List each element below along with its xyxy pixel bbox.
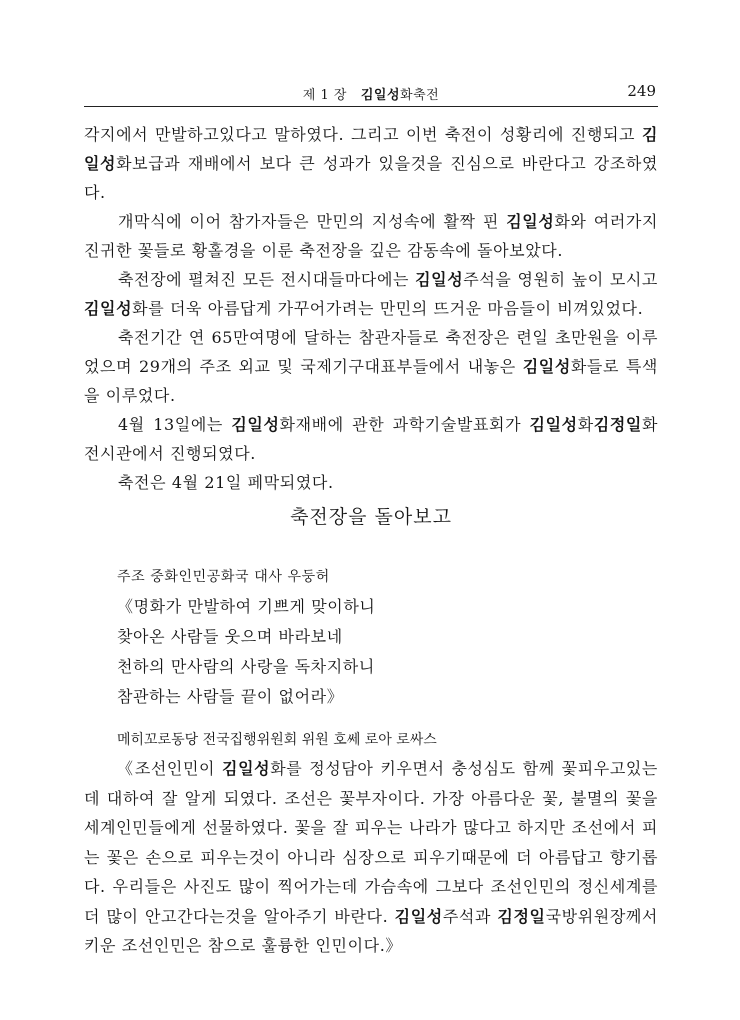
bold-name: 김일성 — [415, 270, 464, 289]
quote-1-speaker: 주조 중화인민공화국 대사 우둥허 — [117, 569, 330, 585]
bold-name: 김일성 — [84, 125, 658, 173]
paragraph-2 — [84, 207, 658, 265]
quote-2-text — [84, 754, 658, 961]
text-run: 화를 더욱 아름답게 가꾸어가려는 만민의 뜨거운 마음들이 비껴있었다. — [132, 299, 644, 318]
text-run: 화들로 특색을 이루었다. — [84, 357, 658, 405]
poem-line: 천하의 만사람의 사랑을 독차지하니 — [117, 657, 375, 676]
text-run: 화 — [577, 415, 594, 434]
text-run: 축전기간 연 65만여명에 달하는 참관자들로 축전장은 련일 초만원을 이루었으며 29개의 주조 외교 및 국제기구대표부들에서 내놓은 — [84, 328, 658, 376]
section-title: 축전장을 돌아보고 — [290, 506, 452, 528]
poem-line: 참관하는 사람들 끝이 없어라》 — [117, 687, 344, 706]
bold-name: 김정일 — [497, 906, 546, 926]
quote-block-2 — [84, 754, 658, 961]
quote-2-speaker: 메히꼬로동당 전국집행위원회 위원 호쎄 로아 로싸스 — [117, 732, 437, 748]
paragraph-6 — [84, 468, 658, 497]
quote-2-speaker-wrap — [117, 726, 658, 754]
text-run: 각지에서 만발하고있다고 말하였다. 그리고 이번 축전이 성황리에 진행되고 — [84, 125, 642, 144]
header-title-bold: 김일성 — [360, 88, 401, 103]
quote-block-1 — [117, 562, 657, 712]
header-title — [84, 84, 658, 103]
paragraph-5 — [84, 410, 658, 468]
header-chapter: 제 1 장 — [302, 88, 347, 103]
running-header — [84, 84, 658, 107]
paragraph-3 — [84, 265, 658, 323]
page-number: 249 — [627, 82, 656, 100]
header-title-rest: 화축전 — [400, 88, 440, 103]
bold-name: 김일성 — [522, 357, 571, 376]
text-run: 화보급과 재배에서 보다 큰 성과가 있을것을 진심으로 바란다고 강조하였다. — [84, 154, 658, 202]
bold-name: 김일성 — [222, 759, 271, 778]
text-run: 화재배에 관한 과학기술발표회가 — [279, 415, 530, 434]
text-run: 축전은 4월 21일 페막되였다. — [118, 473, 334, 492]
text-run: 《조선인민이 — [117, 759, 223, 778]
bold-name: 김일성 — [84, 299, 133, 318]
text-run: 화전시관에서 진행되였다. — [84, 415, 659, 463]
bold-name: 김일성 — [231, 415, 280, 434]
text-run: 개막식에 이어 참가자들은 만민의 지성속에 활짝 핀 — [118, 212, 507, 231]
text-run: 화와 여러가지 진귀한 꽃들로 황홀경을 이룬 축전장을 깊은 감동속에 돌아보았다. — [84, 212, 658, 260]
text-run: 화를 정성담아 키우면서 충성심도 함께 꽃피우고있는데 대하여 잘 알게 되였다. 조선은 꽃부자이다. 가장 아름다운 꽃, 불멸의 꽃을 세계인민들에게 선물하였다. 꽃을 잘 피우는 나라가 많다고 하지만 조선에서 피는 꽃은 손으로 피우는것이 아니라 심장으로 피우기때문에 더 아름답고 향기롭다. 우리들은 사진도 많이 찍어가는데 가슴속에 그보다 조선인민의 정신세계를 더 많이 안고간다는것을 알아주기 바란다. — [84, 759, 658, 926]
bold-name: 김일성 — [394, 906, 443, 926]
bold-name: 김일성 — [529, 415, 578, 434]
poem-line: 《명화가 만발하여 기쁘게 맞이하니 — [117, 597, 376, 616]
paragraph-1 — [84, 120, 658, 207]
poem-line: 찾아온 사람들 웃으며 바라보네 — [117, 627, 343, 646]
bold-name: 김일성 — [506, 212, 555, 231]
paragraph-4 — [84, 323, 658, 410]
text-run: 4월 13일에는 — [118, 415, 232, 434]
bold-name: 김정일 — [593, 415, 642, 434]
text-run: 국방위원장께서 키운 조선인민은 참으로 훌륭한 인민이다.》 — [84, 906, 658, 955]
text-run: 주석을 영원히 높이 모시고 — [463, 270, 658, 289]
text-run: 축전장에 펼쳐진 모든 전시대들마다에는 — [118, 270, 416, 289]
text-run: 주석과 — [442, 906, 498, 926]
body-text — [84, 120, 658, 497]
